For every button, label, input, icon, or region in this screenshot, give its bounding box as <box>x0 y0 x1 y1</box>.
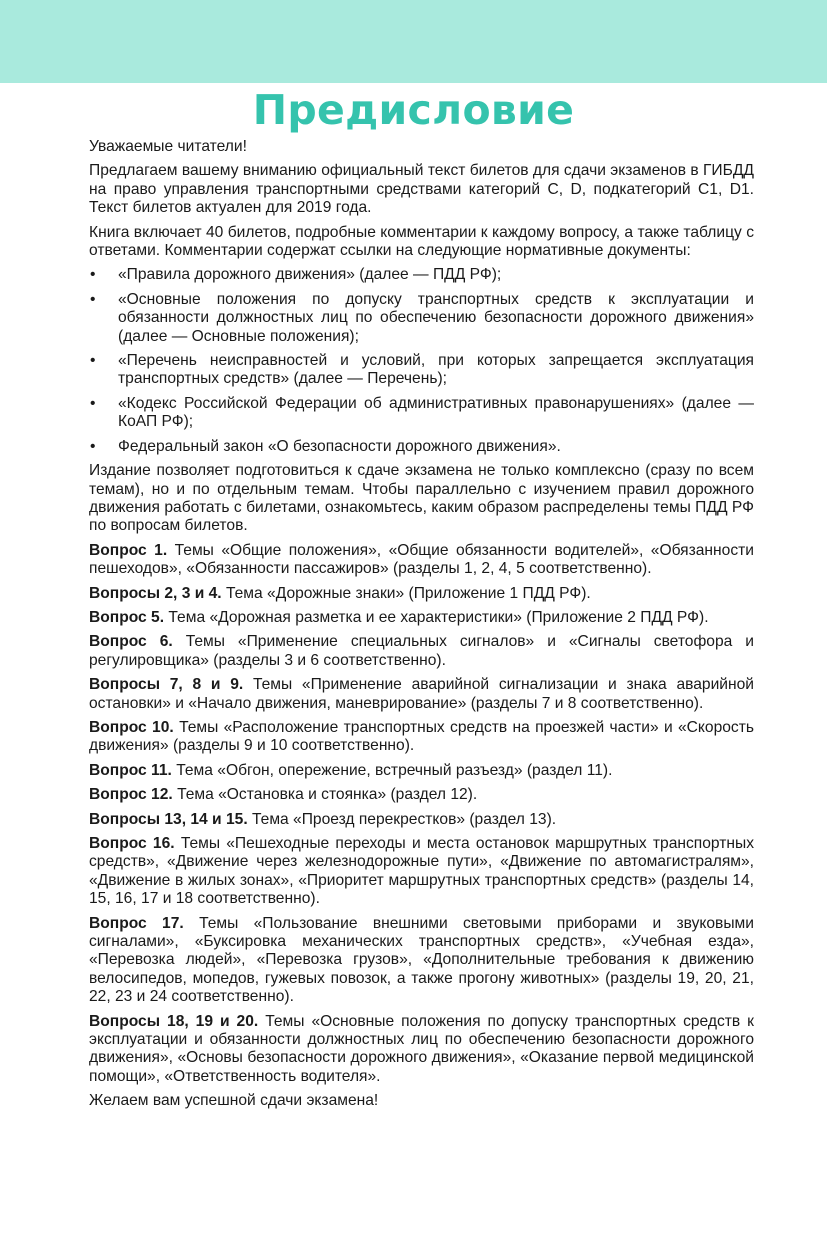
question-topic: Вопросы 18, 19 и 20. Темы «Основные положения по допуску транспортных средств к эксплуатации и обязанности должностных лиц по обеспечению безопасности дорожного движения», «Основы безопасности дорожного движения», «Оказание первой медицинской помощи», «Ответственность водителя». <box>89 1012 754 1085</box>
question-topic: Вопрос 6. Темы «Применение специальных сигналов» и «Сигналы светофора и регулировщика» (разделы 3 и 6 соответственно). <box>89 633 755 669</box>
preface-body <box>89 138 754 1117</box>
question-topic: Вопрос 12. Тема «Остановка и стоянка» (раздел 12). <box>89 786 478 804</box>
question-topic: Вопросы 2, 3 и 4. Тема «Дорожные знаки» (Приложение 1 ПДД РФ). <box>89 584 591 602</box>
bullet-icon: • <box>90 437 96 455</box>
middle-paragraph: Издание позволяет подготовиться к сдаче экзамена не только комплексно (сразу по всем темам), но и по отдельным темам. Чтобы параллельно с изучением правил дорожного движения работать с билетами, ознакомьтесь, каким образом распределены темы ПДД РФ по вопросам билетов. <box>89 462 754 535</box>
list-item: • «Правила дорожного движения» (далее — ПДД РФ); <box>90 266 502 284</box>
intro-paragraph: Предлагаем вашему вниманию официальный текст билетов для сдачи экзаменов в ГИБДД на право управления транспортными средствами категорий C, D, подкатегорий C1, D1. Текст билетов актуален для 2019 года. <box>89 162 754 217</box>
intro-paragraph: Книга включает 40 билетов, подробные комментарии к каждому вопросу, а также таблицу с ответами. Комментарии содержат ссылки на следующие нормативные документы: <box>89 223 754 260</box>
question-topic: Вопросы 7, 8 и 9. Темы «Применение аварийной сигнализации и знака аварийной остановки» и «Начало движения, маневрирование» (разделы 7 и 8 соответственно). <box>89 676 754 712</box>
question-topic: Вопрос 10. Темы «Расположение транспортных средств на проезжей части» и «Скорость движения» (разделы 9 и 10 соответственно). <box>89 718 754 755</box>
bullet-icon: • <box>90 290 96 308</box>
list-item: • «Перечень неисправностей и условий, при которых запрещается эксплуатация транспортных средств» (далее — Перечень); <box>90 352 754 388</box>
question-label: Вопросы 7, 8 и 9. <box>89 676 244 694</box>
bullet-icon: • <box>90 266 96 284</box>
bullet-icon: • <box>90 394 96 412</box>
page-title: Предисловие <box>252 86 575 134</box>
closing-line: Желаем вам успешной сдачи экзамена! <box>89 1092 379 1110</box>
question-label: Вопрос 12. <box>89 786 173 804</box>
question-topic: Вопрос 5. Тема «Дорожная разметка и ее характеристики» (Приложение 2 ПДД РФ). <box>89 608 709 626</box>
question-label: Вопрос 1. <box>89 541 168 559</box>
question-label: Вопросы 13, 14 и 15. <box>89 810 248 828</box>
list-item: • Федеральный закон «О безопасности дорожного движения». <box>90 437 561 455</box>
header-band <box>0 0 827 83</box>
question-label: Вопрос 10. <box>89 718 174 736</box>
question-topic: Вопрос 1. Темы «Общие положения», «Общие обязанности водителей», «Обязанности пешеходов», «Обязанности пассажиров» (разделы 1, 2, 4, 5 соответственно). <box>89 541 754 578</box>
question-topic: Вопрос 16. Темы «Пешеходные переходы и места остановок маршрутных транспортных средств», «Движение через железнодорожные пути», «Движение по автомагистралям», «Движение в жилых зонах», «Приоритет маршрутных транспортных средств» (разделы 14, 15, 16, 17 и 18 соответственно). <box>89 835 755 908</box>
question-label: Вопросы 2, 3 и 4. <box>89 584 222 602</box>
question-label: Вопрос 5. <box>89 608 165 626</box>
question-label: Вопросы 18, 19 и 20. <box>89 1012 259 1030</box>
question-label: Вопрос 11. <box>89 761 172 779</box>
bullet-icon: • <box>90 352 96 370</box>
question-label: Вопрос 6. <box>89 633 173 651</box>
greeting: Уважаемые читатели! <box>89 138 247 155</box>
question-label: Вопрос 16. <box>89 835 175 852</box>
question-label: Вопрос 17. <box>89 914 184 932</box>
question-topic: Вопрос 17. Темы «Пользование внешними световыми приборами и звуковыми сигналами», «Буксировка механических транспортных средств», «Учебная езда», «Перевозка людей», «Перевозка грузов», «Дополнительные требования к движению велосипедов, мопедов, гужевых повозок, а также прогону животных» (разделы 19, 20, 21, 22, 23 и 24 соответственно). <box>89 914 754 1006</box>
list-item: • «Кодекс Российской Федерации об административных правонарушениях» (далее — КоАП РФ); <box>90 394 754 431</box>
list-item: • «Основные положения по допуску транспортных средств к эксплуатации и обязанности должностных лиц по обеспечению безопасности дорожного движения» (далее — Основные положения); <box>90 290 754 345</box>
question-topic: Вопрос 11. Тема «Обгон, опережение, встречный разъезд» (раздел 11). <box>89 761 613 779</box>
question-topic: Вопросы 13, 14 и 15. Тема «Проезд перекрестков» (раздел 13). <box>89 810 557 828</box>
documents-list <box>89 266 754 456</box>
